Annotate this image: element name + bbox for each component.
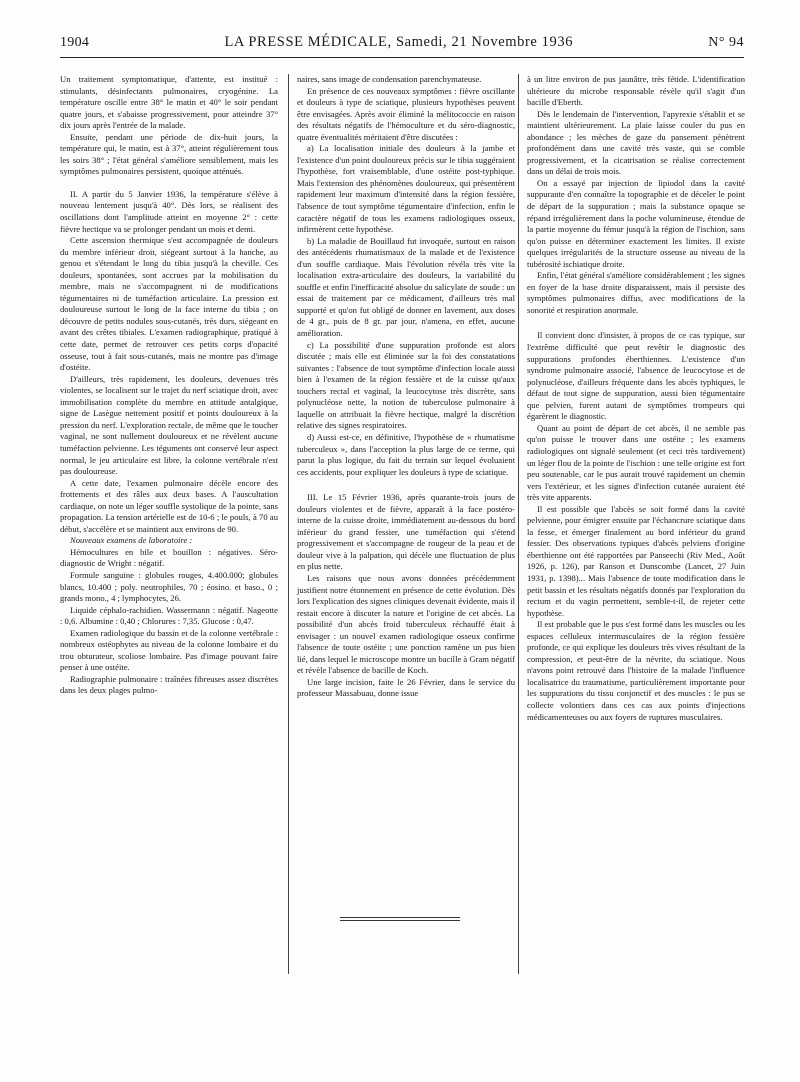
issue-number: N° 94 (708, 35, 744, 50)
paragraph: II. A partir du 5 Janvier 1936, la température s'élève à nouveau lentement jusqu'à 40°. Dès lors, se réalisent des oscillations dont l'amplitude atteint en moyenne 2° : cette fièvre hectique va se prolonger pendant un mois et demi. (60, 188, 278, 234)
paragraph: à un litre environ de pus jaunâtre, très fétide. L'identification ultérieure du microbe responsable révèle qu'il s'agit d'un bacille d'Eberth. (527, 74, 745, 108)
paragraph: Nouveaux examens de laboratoire : (70, 535, 193, 546)
header-rule (60, 57, 744, 58)
article-end-rule (340, 920, 460, 921)
article-end-rule (340, 917, 460, 918)
column-divider (518, 74, 519, 974)
page-number: 1904 (60, 35, 90, 50)
column-divider (288, 74, 289, 974)
paragraph: Un traitement symptomatique, d'attente, est institué : stimulants, désinfectants pulmonaires, cryogénine. La température oscille entre 38° le matin et 40° le soir pendant quatre jours, et s'abaisse progressivement, pour atteindre 37° dix jours après l'entrée de la malade. (60, 74, 278, 131)
paragraph: Hémocultures en bile et bouillon : négatives. Séro-diagnostic de Wright : négatif. (60, 546, 278, 569)
paragraph: Il convient donc d'insister, à propos de ce cas typique, sur l'extrême difficulté que peut revêtir le diagnostic des suppurations profondes éberthiennes. L'existence d'un syndrome pulmonaire associé, l'absence de leucocytose et de polynucléose, d'ailleurs fréquente dans les abcès typhiques, le défaut de tout signe de suppuration, aussi bien tégumentaire que pelvien, furent autant de symptômes trompeurs qui égarèrent le diagnostic. (527, 330, 745, 422)
paragraph: Il est probable que le pus s'est formé dans les muscles ou les espaces celluleux intermusculaires de la région fessière profonde, ce qui explique les douleurs très vives résultant de la compression, et peut-être de la névrite, du sciatique. Nous n'avons point retrouvé dans l'histoire de la malade l'influence localisatrice du traumatisme, particulièrement importante pour les suppurations du tissu conjonctif et des muscles : le pus se collecte volontiers dans ces cas aux points d'injections médicamenteuses ou aux foyers de ruptures musculaires. (527, 619, 745, 722)
page-header (60, 34, 744, 54)
journal-title: LA PRESSE MÉDICALE, Samedi, 21 Novembre 1936 (224, 34, 574, 50)
paragraph: Une large incision, faite le 26 Février, dans le service du professeur Massabuau, donne issue (297, 676, 515, 699)
paragraph: Quant au point de départ de cet abcès, il ne semble pas qu'on puisse le trouver dans une ostéite ; les examens radiologiques ont signalé seulement (et ceci très tardivement) un léger flou de la pointe de l'ischion : une telle origine est fort peu soutenable, car le pus aurait trouvé rapidement un chemin vers l'extérieur, et les signes d'infection cutanée auraient été très vite apparents. (527, 422, 745, 503)
paragraph: D'ailleurs, très rapidement, les douleurs, devenues très violentes, se localisent sur le trajet du nerf sciatique droit, avec immobilisation complète du membre en attitude antalgique, signe de Lasègue nettement positif et points douloureux à la pression du nerf. L'exploration rectale, de même que le toucher vaginal, ne sont nullement douloureux et ne révèlent aucune tuméfaction pelvienne. Les téguments ont conservé leur aspect normal, le jeu articulaire est libre, la colonne vertébrale n'est pas douloureuse. (60, 373, 278, 477)
paragraph: Liquide céphalo-rachidien. Wassermann : négatif. Nageotte : 0,6. Albumine : 0,40 ; Chlorures : 7,35. Glucose : 0,47. (60, 604, 278, 627)
paragraph: Cette ascension thermique s'est accompagnée de douleurs du membre inférieur droit, siégeant surtout à la hanche, au genou et s'étendant le long du tibia jusqu'à la cheville. Ces douleurs, spontanées, sont accrues par la mobilisation du membre, mais ne s'accompagnent ni de modifications tégumentaires ni de tuméfaction articulaire. La pression est douloureuse surtout le long de la face interne du tibia ; on découvre de petits nodules sous-cutanés, très durs, siégeant en avant des crêtes tibiales. L'examen radiographique, pratiqué à cette date, permet de retrouver ces petits corps d'opacité osseuse, tout à fait sous-cutanés, mais ne montre pas d'image d'ostéite. (60, 235, 278, 373)
column-3 (527, 74, 745, 723)
column-1 (60, 74, 278, 697)
column-2 (297, 74, 515, 700)
paragraph: Radiographie pulmonaire : traînées fibreuses assez discrètes dans les deux plages pulmo- (60, 673, 278, 696)
paragraph: En présence de ces nouveaux symptômes : fièvre oscillante et douleurs à type de sciatique, plusieurs hypothèses peuvent être envisagées. Après avoir éliminé la mélitococcie en raison des résultats négatifs de l'hémoculture et du séro-diagnostic, quatre éventualités méritaient d'être discutées : (297, 85, 515, 142)
paragraph: Il est possible que l'abcès se soit formé dans la cavité pelvienne, pour émigrer ensuite par l'échancrure sciatique dans la fesse, et émerger finalement au bord inférieur du grand fessier. Des observations typiques d'abcès pelviens d'origine éberthienne ont été rapportées par Panseechi (Riv Med., Août 1926, p. 126), par Ranson et Dunscombe (Lancet, 27 Juin 1931, p. 1398)... Mais l'absence de toute modification dans le petit bassin et les résultats négatifs donnés par l'exploration du rectum et du vagin permettent, semble-t-il, de rejeter cette hypothèse. (527, 503, 745, 618)
paragraph: d) Aussi est-ce, en définitive, l'hypothèse de « rhumatisme tuberculeux », dans l'acception la plus large de ce terme, qui parut la plus logique, du fait du terrain sur lequel évoluaient ces accidents, pour expliquer les douleurs à type de sciatique. (297, 431, 515, 477)
paragraph: naires, sans image de condensation parenchymateuse. (297, 74, 482, 84)
paragraph: b) La maladie de Bouillaud fut invoquée, surtout en raison des antécédents rhumatismaux de la malade et de l'existence d'un souffle cardiaque. Mais l'évolution révéla très vite la localisation extra-articulaire des douleurs, la variabilité du souffle et enfin l'inefficacité absolue du salicylate de soude : un essai de traitement par ce médicament, d'ailleurs très mal supporté et qu'on fut obligé de donner en lavement, aux doses de 4 gr., puis de 8 gr. par jour, n'amena, en effet, aucune amélioration. (297, 235, 515, 339)
paragraph: Enfin, l'état général s'améliore considérablement ; les signes en foyer de la base droite disparaissent, mais il persiste des symptômes pulmonaires diffus, avec modifications de la sonorité et respiration anormale. (527, 270, 745, 315)
paragraph: On a essayé par injection de lipiodol dans la cavité suppurante d'en connaître la topographie et de déceler le point de départ de la suppuration ; mais la substance opaque se répand irrégulièrement dans la poche volumineuse, étendue de la partie moyenne du fémur jusqu'à la région de l'ischion, sans qu'on puisse en déterminer exactement les limites. Il existe quelques irrégularités de la structure osseuse au niveau de la tubérosité ischiatique droite. (527, 177, 745, 269)
paragraph: Ensuite, pendant une période de dix-huit jours, la température qui, le matin, est à 37°, atteint régulièrement tous les soirs 38° ; l'état général s'améliore sensiblement, mais les symptômes pulmonaires persistent, quoique atténués. (60, 131, 278, 177)
paragraph: c) La possibilité d'une suppuration profonde est alors discutée ; mais elle est éliminée sur la foi des constatations suivantes : l'absence de tout symptôme d'infection locale aussi bien à l'examen de la région fessière et de la cuisse qu'aux touchers rectal et vaginal, la leucocytose très discrète, sans polynucléose nette, la notion de tuberculose pulmonaire à laquelle on attribuait la fièvre hectique, malgré la discrétion relative des signes respiratoires. (297, 339, 515, 431)
paragraph: III. Le 15 Février 1936, après quarante-trois jours de douleurs violentes et de fièvre, apparaît à la face postéro-interne de la cuisse droite, immédiatement au-dessous du bord inférieur du grand fessier, une tuméfaction qui s'étend progressivement et s'accompagne de rougeur de la peau et de douleur vive à la palpation, qui décèle une fluctuation de plus en plus nette. (297, 492, 515, 572)
paragraph: A cette date, l'examen pulmonaire décèle encore des frottements et des râles aux deux bases. A l'auscultation cardiaque, on note un léger souffle systolique de la pointe, sans propagation. La tension artérielle est de 10-6 ; le pouls, à 70 au début, s'accélère et se maintient aux environs de 90. (60, 477, 278, 534)
paragraph: Dès le lendemain de l'intervention, l'apyrexie s'établit et se maintient ultérieurement. La plaie laisse couler du pus en abondance ; les mèches de gaze du pansement pénètrent profondément dans une cavité très vaste, qui se comble progressivement, et la cicatrisation se réalise correctement dans un délai de trois mois. (527, 108, 745, 177)
paragraph: Les raisons que nous avons données précédemment justifient notre étonnement en présence de cette évolution. Dès lors l'explication des signes cliniques devenait évidente, mais il restait encore à discuter la nature et l'origine de cet abcès. La possibilité d'un abcès froid tuberculeux réchauffé était à envisager : un nouvel examen radiologique osseux confirme l'absence de toute ostéite ; une ponction ramène un pus bien lié, dans lequel le microscope montre un bacille à Gram négatif et révèle l'absence de bacille de Koch. (297, 572, 515, 676)
paragraph: Formule sanguine : globules rouges, 4.400.000; globules blancs, 10.400 ; poly. neutrophiles, 70 ; éosino. et baso., 0 ; grands mono., 4 ; lymphocytes, 26. (60, 569, 278, 604)
paragraph: a) La localisation initiale des douleurs à la jambe et l'existence d'un point douloureux précis sur le tibia suggéraient l'hypothèse, fort vraisemblable, d'une ostéite post-typhique. Mais l'extension des phénomènes douloureux, qui présentèrent rapidement leur maximum d'intensité dans la région fessière, l'absence de tout symptôme tégumentaire d'infection, enfin le caractère négatif de tous les examens radiologiques osseux, infirmèrent cette hypothèse. (297, 143, 515, 235)
paragraph: Examen radiologique du bassin et de la colonne vertébrale : nombreux ostéophytes au niveau de la colonne lombaire et du trou obturateur, scoliose lombaire. Pas d'image pouvant faire penser à une ostéite. (60, 627, 278, 673)
